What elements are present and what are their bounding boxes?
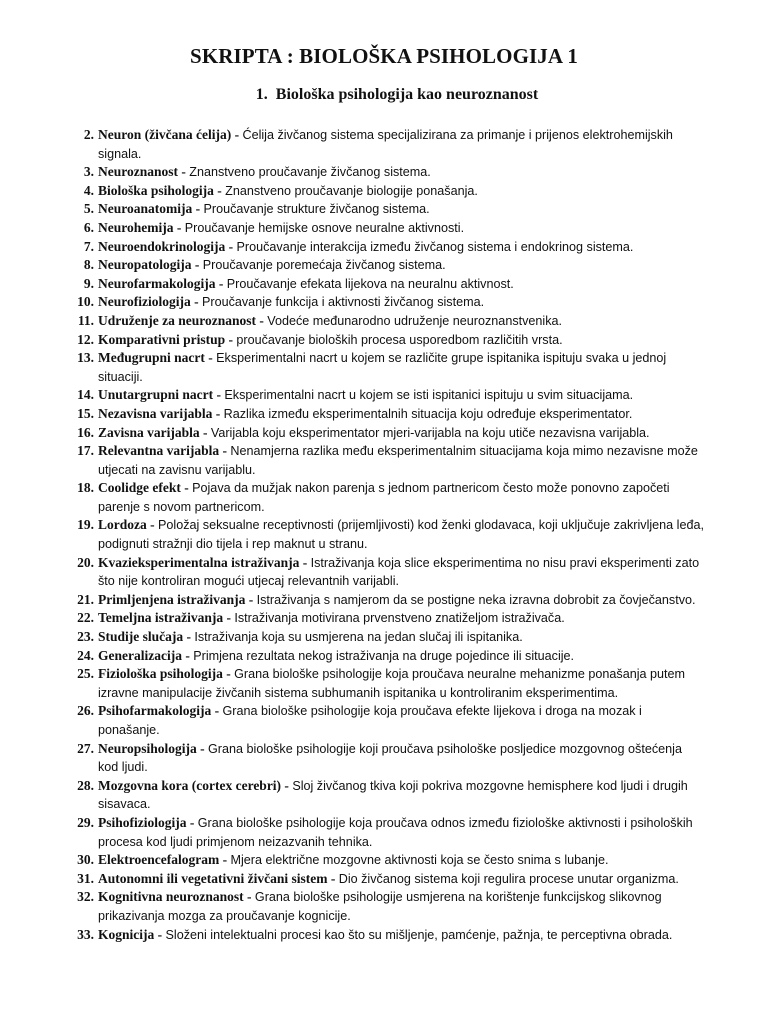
- list-item: [64, 126, 704, 163]
- item-term: Neurofiziologija -: [98, 294, 199, 310]
- item-number: 4.: [83, 182, 94, 198]
- item-term: Nezavisna varijabla -: [98, 405, 221, 421]
- item-definition: Nenamjerna razlika među eksperimentalnim situacijama koja mimo nezavisne može utjecati na zavisnu varijablu.: [98, 444, 698, 477]
- list-item: [64, 516, 704, 553]
- item-term: Temeljna istraživanja -: [98, 610, 231, 626]
- item-number: 5.: [83, 201, 94, 217]
- list-item: [64, 777, 704, 814]
- item-number: 15.: [77, 405, 94, 421]
- item-number: 24.: [77, 647, 94, 663]
- item-term: Neurohemija -: [98, 219, 182, 235]
- item-definition: Grana biološke psihologije koja proučava neuralne mehanizme ponašanja putem izravne manipulacije živčanih sistema subhumanih ispitanika u kontroliranim eksperimentima.: [98, 667, 686, 700]
- item-term: Komparativni pristup -: [98, 331, 234, 347]
- list-item: [64, 628, 704, 647]
- item-definition: Istraživanja motivirana prvenstveno znatiželjom istraživača.: [234, 611, 565, 626]
- list-item: [64, 665, 704, 702]
- item-number: 18.: [77, 480, 94, 496]
- item-number: 8.: [83, 257, 94, 273]
- item-definition: Eksperimentalni nacrt u kojem se različite grupe ispitanika ispituju svaka u jednoj situaciji.: [98, 351, 667, 384]
- list-item: [64, 702, 704, 739]
- list-item: [64, 256, 704, 275]
- list-item: [64, 200, 704, 219]
- item-definition: Vodeće međunarodno udruženje neuroznanstvenika.: [267, 313, 563, 328]
- item-definition: Istraživanja s namjerom da se postigne neka izravna dobrobit za čovječanstvo.: [256, 592, 696, 607]
- item-definition: Eksperimentalni nacrt u kojem se isti ispitanici ispituju u svim situacijama.: [224, 388, 634, 403]
- item-definition: Sloj živčanog tkiva koji pokriva mozgovne hemisphere kod ljudi i drugih sisavaca.: [98, 778, 688, 812]
- list-item: [64, 647, 704, 666]
- list-item: [64, 870, 704, 889]
- item-definition: Proučavanje hemijske osnove neuralne aktivnosti.: [184, 220, 465, 235]
- item-number: 7.: [83, 238, 94, 254]
- item-term: Fiziološka psihologija -: [98, 666, 231, 682]
- item-term: Coolidge efekt -: [98, 480, 189, 496]
- list-item: [64, 349, 704, 386]
- section-title: Biološka psihologija kao neuroznanost: [275, 86, 539, 103]
- item-definition: Grana biološke psihologije usmjerena na korištenje funkcijskog slikovnog prikazivanja mozga za proučavanje kognicije.: [98, 890, 662, 923]
- list-item: [64, 554, 704, 591]
- section-number: 1.: [255, 86, 268, 103]
- item-definition: Znanstveno proučavanje živčanog sistema.: [189, 165, 431, 180]
- item-term: Udruženje za neuroznanost -: [98, 312, 264, 328]
- item-term: Mozgovna kora (cortex cerebri) -: [98, 777, 289, 793]
- item-number: 19.: [77, 517, 94, 533]
- item-definition: Mjera električne mozgovne aktivnosti koja se često snima s lubanje.: [230, 853, 609, 868]
- item-term: Kvazieksperimentalna istraživanja -: [98, 554, 308, 570]
- item-definition: Dio živčanog sistema koji regulira procese unutar organizma.: [338, 871, 679, 886]
- item-number: 14.: [77, 387, 94, 403]
- list-item: [64, 182, 704, 201]
- item-number: 26.: [77, 703, 94, 719]
- glossary-list: [64, 126, 704, 944]
- list-item: [64, 814, 704, 851]
- list-item: [64, 424, 704, 443]
- item-definition: Razlika između eksperimentalnih situacija koju određuje eksperimentator.: [223, 406, 633, 421]
- list-item: [64, 740, 704, 777]
- item-definition: Proučavanje poremećaja živčanog sistema.: [202, 258, 446, 273]
- item-number: 10.: [77, 294, 94, 310]
- item-term: Studije slučaja -: [98, 629, 192, 645]
- item-number: 28.: [77, 777, 94, 793]
- item-term: Neuron (živčana ćelija) -: [98, 127, 240, 142]
- item-term: Biološka psihologija -: [98, 182, 222, 198]
- item-term: Unutargrupni nacrt -: [98, 387, 222, 403]
- list-item: [64, 275, 704, 294]
- item-number: 21.: [77, 591, 94, 607]
- item-term: Autonomni ili vegetativni živčani sistem -: [98, 870, 336, 886]
- item-definition: Proučavanje interakcija između živčanog sistema i endokrinog sistema.: [236, 239, 634, 254]
- item-term: Psihofiziologija -: [98, 814, 195, 830]
- item-definition: Proučavanje efekata lijekova na neuralnu aktivnost.: [226, 276, 514, 291]
- list-item: [64, 888, 704, 925]
- item-number: 31.: [77, 870, 94, 886]
- item-term: Elektroencefalogram -: [98, 852, 228, 868]
- list-item: [64, 219, 704, 238]
- list-item: [64, 442, 704, 479]
- item-definition: Grana biološke psihologije koja proučava odnos između fiziološke aktivnosti i psiholoških procesa kod ljudi primjenom neizazvanih tehnika.: [98, 815, 693, 849]
- item-term: Neuroanatomija -: [98, 201, 201, 217]
- item-number: 13.: [77, 350, 94, 366]
- list-item: [64, 479, 704, 516]
- item-term: Psihofarmakologija -: [98, 703, 220, 719]
- item-number: 32.: [77, 889, 94, 905]
- item-number: 16.: [77, 424, 94, 440]
- item-term: Kognitivna neuroznanost -: [98, 889, 252, 905]
- item-number: 30.: [77, 852, 94, 868]
- section-heading: [0, 86, 768, 104]
- item-term: Zavisna varijabla -: [98, 424, 208, 440]
- item-number: 22.: [77, 610, 94, 626]
- item-number: 6.: [83, 219, 94, 235]
- item-definition: Varijabla koju eksperimentator mjeri-varijabla na koju utiče nezavisna varijabla.: [210, 425, 650, 440]
- item-term: Neuropatologija -: [98, 257, 200, 273]
- list-item: [64, 926, 704, 945]
- list-item: [64, 609, 704, 628]
- item-term: Lordoza -: [98, 517, 155, 533]
- item-number: 27.: [77, 740, 94, 756]
- item-definition: Grana biološke psihologije koji proučava psihološke posljedice mozgovnog oštećenja kod ljudi.: [98, 741, 682, 775]
- page-title: SKRIPTA : BIOLOŠKA PSIHOLOGIJA 1: [190, 44, 578, 68]
- list-item: [64, 331, 704, 350]
- item-definition: Ćelija živčanog sistema specijalizirana za primanje i prijenos elektrohemijskih signala.: [98, 128, 673, 161]
- item-definition: Proučavanje funkcija i aktivnosti živčanog sistema.: [201, 295, 485, 310]
- item-number: 20.: [77, 554, 94, 570]
- item-term: Međugrupni nacrt -: [98, 350, 213, 366]
- list-item: [64, 386, 704, 405]
- item-definition: Istraživanja koja su usmjerena na jedan slučaj ili ispitanika.: [194, 630, 523, 645]
- list-item: [64, 405, 704, 424]
- item-definition: Primjena rezultata nekog istraživanja na druge pojedince ili situacije.: [193, 648, 575, 663]
- item-definition: Znanstveno proučavanje biologije ponašanja.: [225, 183, 478, 198]
- item-number: 3.: [83, 164, 94, 180]
- list-item: [64, 591, 704, 610]
- item-number: 33.: [77, 926, 94, 942]
- item-number: 12.: [77, 331, 94, 347]
- item-number: 23.: [77, 629, 94, 645]
- item-number: 11.: [77, 312, 94, 328]
- item-term: Neuroznanost -: [98, 164, 186, 180]
- item-definition: Složeni intelektualni procesi kao što su mišljenje, pamćenje, pažnja, te perceptivna obrada.: [165, 927, 673, 942]
- item-term: Relevantna varijabla -: [98, 443, 227, 459]
- item-term: Neuropsihologija -: [98, 740, 205, 756]
- list-item: [64, 293, 704, 312]
- item-term: Primljenjena istraživanja -: [98, 591, 254, 607]
- item-number: 17.: [77, 443, 94, 459]
- list-item: [64, 238, 704, 257]
- list-item: [64, 851, 704, 870]
- list-item: [64, 312, 704, 331]
- list-item: [64, 163, 704, 182]
- item-number: 9.: [83, 275, 94, 291]
- item-term: Kognicija -: [98, 926, 163, 942]
- item-term: Neuroendokrinologija -: [98, 238, 234, 254]
- item-number: 2.: [83, 127, 94, 142]
- item-term: Generalizacija -: [98, 647, 190, 663]
- item-definition: proučavanje bioloških procesa usporedbom različitih vrsta.: [236, 332, 563, 347]
- item-definition: Grana biološke psihologije koja proučava efekte lijekova i droga na mozak i ponašanje.: [98, 704, 642, 737]
- item-number: 29.: [77, 814, 94, 830]
- item-definition: Proučavanje strukture živčanog sistema.: [203, 202, 430, 217]
- item-definition: Pojava da mužjak nakon parenja s jednom partnericom često može ponovno započeti parenje s novom partnericom.: [98, 481, 670, 514]
- item-definition: Položaj seksualne receptivnosti (prijemljivosti) kod ženki glodavaca, koji uključuje zakrivljena leđa, podignuti stražnji dio tijela i rep maknut u stranu.: [98, 518, 704, 552]
- item-number: 25.: [77, 666, 94, 682]
- item-term: Neurofarmakologija -: [98, 275, 224, 291]
- item-definition: Istraživanja koja slice eksperimentima no nisu pravi eksperimenti zato što nije kontroliran mogući utjecaj relevantnih varijabli.: [98, 555, 700, 589]
